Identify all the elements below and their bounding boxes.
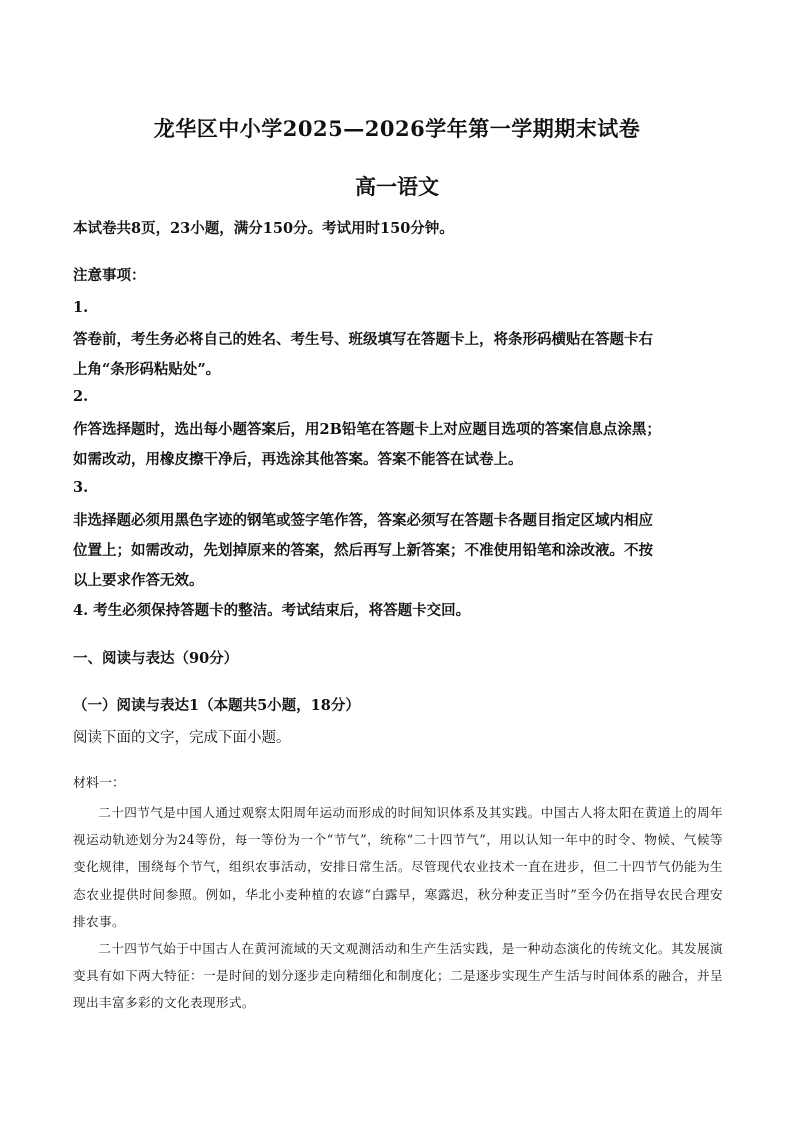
exam-subject: 高一语文 bbox=[355, 174, 439, 199]
notice-item-3-number: 3. bbox=[73, 479, 89, 496]
notice-item-3-line-3: 以上要求作答无效。 bbox=[73, 572, 204, 589]
notice-heading: 注意事项： bbox=[73, 267, 146, 284]
notice-item-2-line-2: 如需改动，用橡皮擦干净后，再选涂其他答案。答案不能答在试卷上。 bbox=[73, 451, 523, 468]
subsection-heading: （一）阅读与表达1（本题共5小题，18分） bbox=[73, 697, 360, 714]
material-label: 材料一： bbox=[73, 776, 126, 791]
exam-info: 本试卷共8页，23小题，满分150分。考试用时150分钟。 bbox=[73, 220, 454, 237]
notice-item-4: 4. 考生必须保持答题卡的整洁。考试结束后，将答题卡交回。 bbox=[73, 602, 471, 619]
notice-item-2-number: 2. bbox=[73, 388, 89, 405]
passage-paragraph-2: 二十四节气始于中国古人在黄河流域的天文观测活动和生产生活实践，是一种动态演化的传统文化。其发展演变具有如下两大特征：一是时间的划分逐步走向精细化和制度化；二是逐步实现生产生活与时间体系的融合，并呈现出丰富多彩的文化表现形式。 bbox=[73, 941, 723, 1011]
exam-title: 龙华区中小学2025—2026学年第一学期期末试卷 bbox=[153, 116, 641, 141]
notice-item-1-number: 1. bbox=[73, 299, 89, 316]
section-heading: 一、阅读与表达（90分） bbox=[73, 650, 239, 667]
reading-instruction: 阅读下面的文字，完成下面小题。 bbox=[73, 730, 291, 746]
passage-paragraph-1: 二十四节气是中国人通过观察太阳周年运动而形成的时间知识体系及其实践。中国古人将太阳在黄道上的周年视运动轨迹划分为24等份，每一等份为一个“节气”，统称“二十四节气”，用以认知一年中的时令、物候、气候等变化规律，围绕每个节气，组织农事活动，安排日常生活。尽管现代农业技术一直在进步，但二十四节气仍能为生态农业提供时间参照。例如，华北小麦种植的农谚“白露早，寒露迟，秋分种麦正当时”至今仍在指导农民合理安排农事。 bbox=[73, 805, 723, 929]
notice-item-3-line-2: 位置上；如需改动，先划掉原来的答案，然后再写上新答案；不准使用铅笔和涂改液。不按 bbox=[73, 542, 653, 559]
material-passage bbox=[73, 799, 723, 1017]
notice-item-1-line-1: 答卷前，考生务必将自己的姓名、考生号、班级填写在答题卡上，将条形码横贴在答题卡右 bbox=[73, 331, 653, 348]
notice-item-2-line-1: 作答选择题时，选出每小题答案后，用2B铅笔在答题卡上对应题目选项的答案信息点涂黑； bbox=[73, 421, 661, 438]
notice-item-3-line-1: 非选择题必须用黑色字迹的钢笔或签字笔作答，答案必须写在答题卡各题目指定区域内相应 bbox=[73, 512, 653, 529]
notice-item-1-line-2: 上角“条形码粘贴处”。 bbox=[73, 361, 221, 378]
